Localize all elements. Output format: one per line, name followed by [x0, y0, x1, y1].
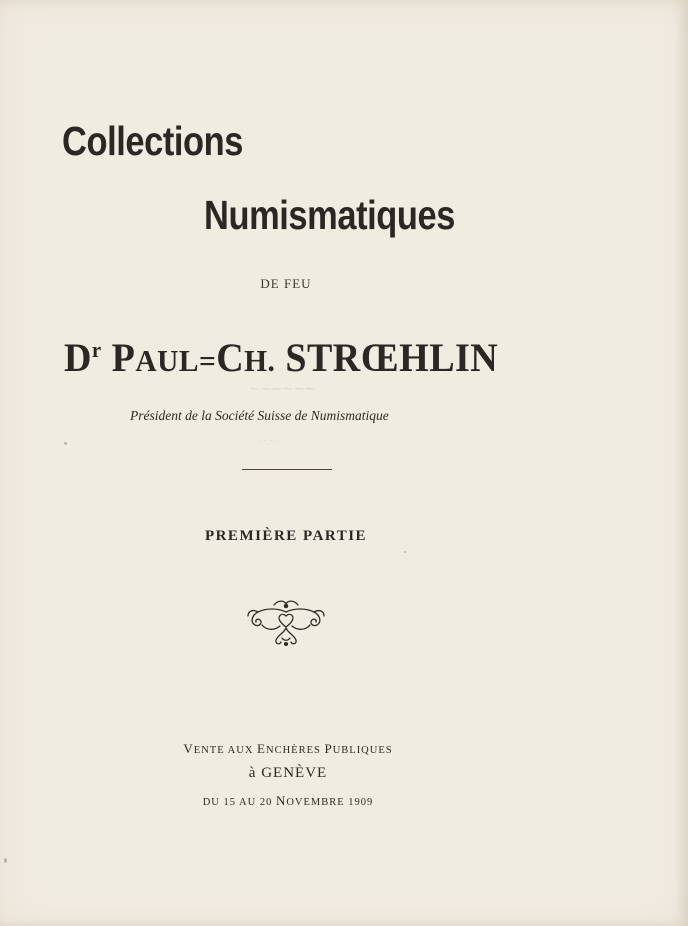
- show-through-year: · · · ·: [258, 436, 279, 447]
- president-subtitle: Président de la Société Suisse de Numismatique: [130, 408, 389, 423]
- name-second-initial: C: [216, 335, 245, 380]
- name-prefix: D: [64, 335, 92, 380]
- dates-initial-n: N: [275, 793, 287, 808]
- name-joiner: =: [198, 343, 217, 378]
- dates-text-a: DU 15 AU 20: [202, 797, 276, 808]
- show-through-stamp: ⁓⁓⁓⁓⁓⁓: [250, 384, 316, 395]
- sale-initial-p: P: [324, 741, 333, 756]
- dates-text-b: OVEMBRE 1909: [286, 797, 374, 808]
- title-line-collections: Collections: [62, 118, 244, 164]
- page-edge: [688, 0, 695, 926]
- sale-text-c: UBLIQUES: [332, 745, 393, 756]
- paper-speck: [4, 858, 7, 863]
- name-second-rest: H.: [244, 343, 276, 378]
- sale-initial-v: V: [183, 741, 194, 756]
- collector-name: [64, 334, 498, 381]
- divider-rule: [242, 469, 332, 470]
- sale-dates: [0, 793, 576, 809]
- de-feu-label: DE FEU: [260, 276, 312, 291]
- sale-text-a: ENTE AUX: [193, 745, 258, 756]
- sale-city: à GENÈVE: [248, 765, 328, 781]
- sale-initial-e: E: [257, 741, 266, 756]
- scroll-fleuron-icon: [244, 598, 328, 648]
- paper-speck: [64, 442, 67, 445]
- sale-line-1: [0, 741, 576, 757]
- title-line-numismatiques: Numismatiques: [204, 192, 456, 238]
- paper-speck: [404, 551, 406, 553]
- part-heading: PREMIÈRE PARTIE: [204, 528, 368, 544]
- name-surname: STRŒHLIN: [285, 335, 499, 380]
- name-first-rest: AUL: [135, 343, 199, 378]
- sale-text-b: NCHÈRES: [265, 745, 325, 756]
- name-prefix-sup: r: [91, 337, 102, 362]
- name-first-initial: P: [111, 335, 136, 380]
